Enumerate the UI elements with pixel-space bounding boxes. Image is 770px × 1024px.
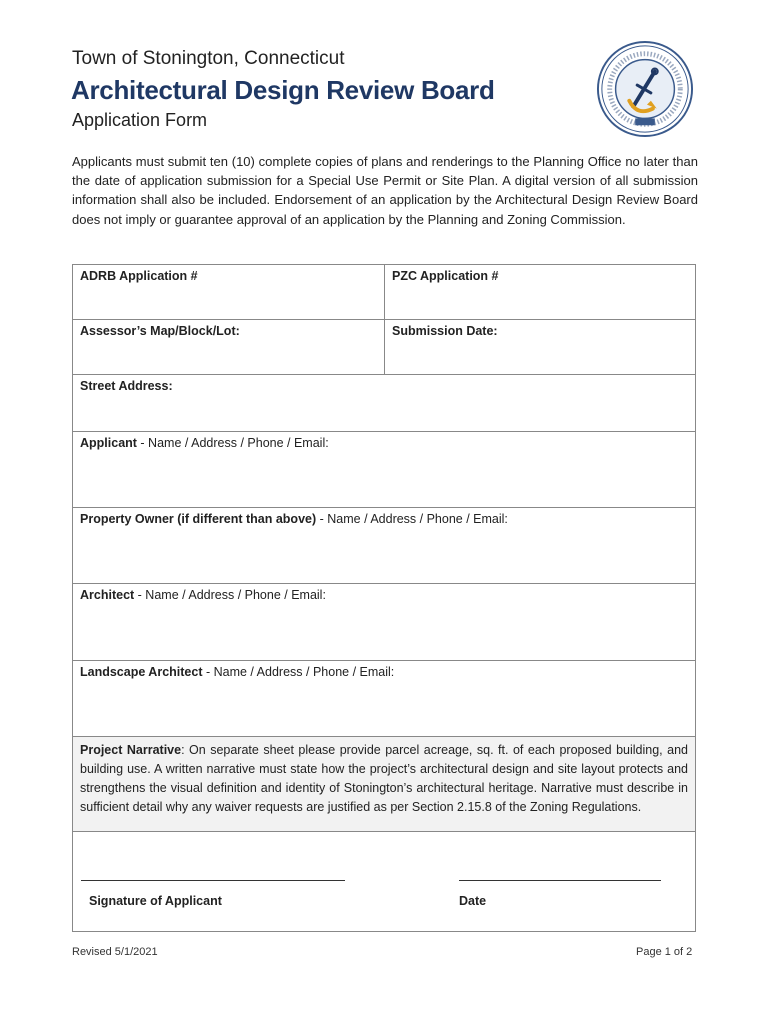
submission-date-label: Submission Date: — [392, 324, 498, 338]
signature-area[interactable] — [73, 832, 696, 932]
revised-date: Revised 5/1/2021 — [72, 946, 158, 958]
application-form-table — [72, 264, 696, 932]
town-seal-icon — [596, 40, 694, 138]
property-owner-field[interactable] — [73, 508, 696, 584]
submission-date-field[interactable] — [385, 320, 696, 375]
town-name: Town of Stonington, Connecticut — [72, 48, 345, 69]
property-owner-label: Property Owner (if different than above) — [80, 512, 317, 526]
project-narrative-text: : On separate sheet please provide parcel acreage, sq. ft. of each proposed building, and building use. A written narrative must state how the project’s architectural design and site layout protects and strengthens the visual definition and identity of Stonington’s architectural heritage. Narrative must describe in sufficient detail why any waiver requests are justified as per Section 2.15.8 of the Zoning Regulations. — [80, 743, 688, 814]
page-title: Architectural Design Review Board — [71, 75, 495, 105]
landscape-architect-field[interactable] — [73, 661, 696, 737]
applicant-signature-line[interactable] — [81, 880, 345, 881]
pzc-application-label: PZC Application # — [392, 269, 499, 283]
signature-of-applicant-label: Signature of Applicant — [89, 894, 222, 908]
applicant-desc: - Name / Address / Phone / Email: — [136, 436, 329, 450]
applicant-label: Applicant — [80, 436, 137, 450]
assessor-label: Assessor’s Map/Block/Lot: — [80, 324, 240, 338]
property-owner-desc: - Name / Address / Phone / Email: — [316, 512, 508, 526]
intro-paragraph: Applicants must submit ten (10) complete copies of plans and renderings to the Planning Office no later than the date of application submission for a Special Use Permit or Site Plan. A digital version of all submission information shall also be included. Endorsement of an application by the Architectural Design Review Board does not imply or guarantee approval of an application by the Planning and Zoning Commission. — [72, 154, 698, 227]
project-narrative — [73, 737, 696, 832]
landscape-architect-desc: - Name / Address / Phone / Email: — [202, 665, 395, 679]
pzc-application-field[interactable] — [385, 265, 696, 320]
page-number: Page 1 of 2 — [636, 946, 693, 958]
date-label: Date — [459, 894, 487, 908]
form-subtitle: Application Form — [72, 110, 208, 130]
architect-desc: - Name / Address / Phone / Email: — [134, 588, 326, 602]
adrb-application-label: ADRB Application # — [80, 269, 198, 283]
applicant-field[interactable] — [73, 432, 696, 508]
adrb-application-field[interactable] — [73, 265, 385, 320]
assessor-field[interactable] — [73, 320, 385, 375]
landscape-architect-label: Landscape Architect — [80, 665, 203, 679]
architect-field[interactable] — [73, 584, 696, 661]
architect-label: Architect — [80, 588, 135, 602]
street-address-field[interactable] — [73, 375, 696, 432]
street-address-label: Street Address: — [80, 379, 173, 393]
date-signature-line[interactable] — [459, 880, 661, 881]
project-narrative-label: Project Narrative — [80, 743, 182, 757]
